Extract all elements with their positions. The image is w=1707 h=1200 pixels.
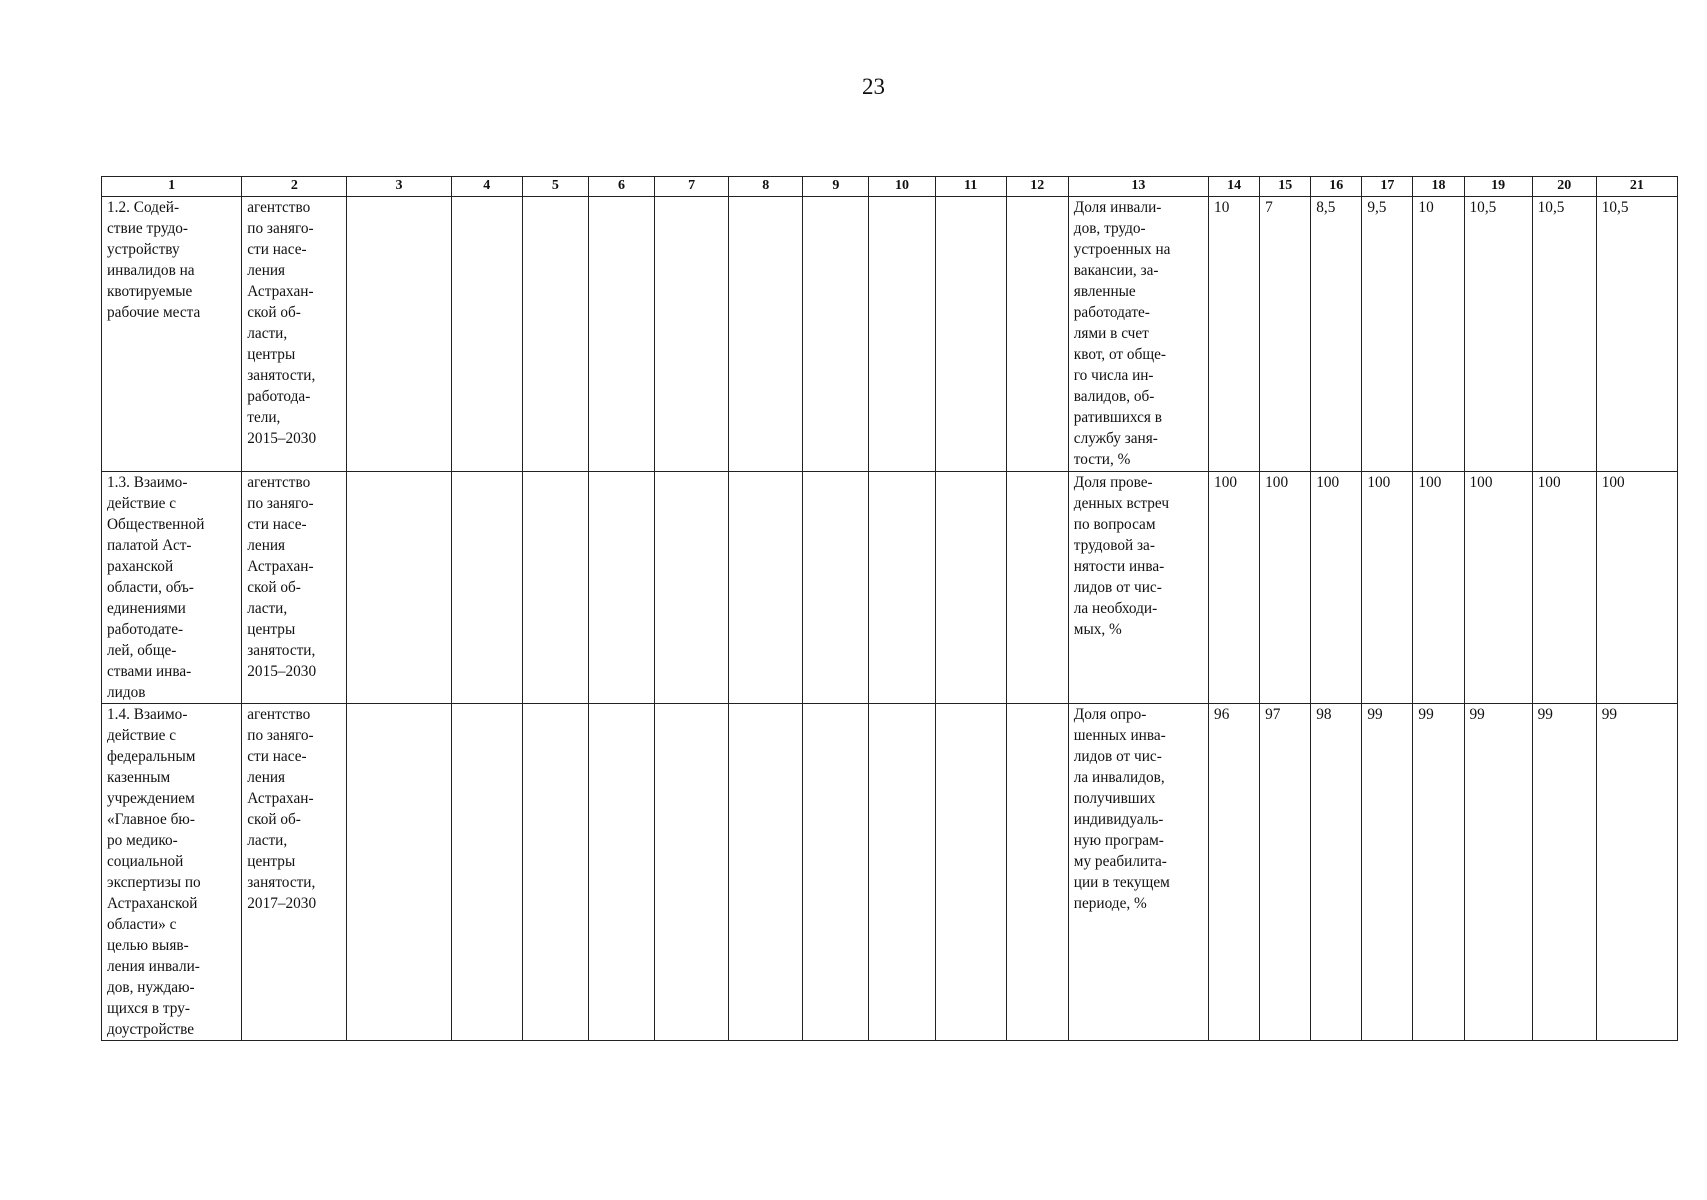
value-cell: 99	[1596, 704, 1677, 1041]
value-cell: 100	[1596, 472, 1677, 704]
empty-cell	[347, 472, 451, 704]
column-header: 10	[869, 177, 935, 197]
table-row	[102, 197, 1678, 472]
column-header: 21	[1596, 177, 1677, 197]
column-header: 13	[1068, 177, 1208, 197]
column-header: 18	[1413, 177, 1464, 197]
column-header: 1	[102, 177, 242, 197]
empty-cell	[522, 472, 588, 704]
value-cell: 100	[1260, 472, 1311, 704]
value-cell: 100	[1532, 472, 1596, 704]
executor-cell: агентство по заняго- сти насе- ления Астрахан- ской об- ласти, центры занятости, 2015–2030	[242, 472, 347, 704]
executor-cell: агентство по заняго- сти насе- ления Астрахан- ской об- ласти, центры занятости, работода- тели, 2015–2030	[242, 197, 347, 472]
table-row	[102, 472, 1678, 704]
column-header: 17	[1362, 177, 1413, 197]
value-cell: 9,5	[1362, 197, 1413, 472]
value-cell: 100	[1362, 472, 1413, 704]
value-cell: 100	[1209, 472, 1260, 704]
empty-cell	[1006, 197, 1068, 472]
page-number: 23	[862, 74, 885, 99]
value-cell: 8,5	[1311, 197, 1362, 472]
value-cell: 99	[1362, 704, 1413, 1041]
empty-cell	[869, 472, 935, 704]
column-header: 7	[655, 177, 729, 197]
empty-cell	[1006, 704, 1068, 1041]
value-cell: 99	[1532, 704, 1596, 1041]
empty-cell	[655, 197, 729, 472]
empty-cell	[869, 197, 935, 472]
empty-cell	[451, 197, 522, 472]
value-cell: 10,5	[1532, 197, 1596, 472]
column-header: 4	[451, 177, 522, 197]
measure-cell: 1.4. Взаимо- действие с федеральным казенным учреждением «Главное бю- ро медико- социальной экспертизы по Астраханской области» с целью выяв- ления инвали- дов, нуждаю- щихся в тру- доустройстве	[102, 704, 242, 1041]
indicator-cell: Доля опро- шенных инва- лидов от чис- ла инвалидов, получивших индивидуаль- ную програм- му реабилита- ции в текущем периоде, %	[1068, 704, 1208, 1041]
empty-cell	[729, 472, 803, 704]
header-row	[102, 177, 1678, 197]
column-header: 8	[729, 177, 803, 197]
empty-cell	[347, 704, 451, 1041]
column-header: 16	[1311, 177, 1362, 197]
indicator-cell: Доля инвали- дов, трудо- устроенных на вакансии, за- явленные работодате- лями в счет квот, от обще- го числа ин- валидов, об- ратившихся в службу заня- тости, %	[1068, 197, 1208, 472]
value-cell: 10,5	[1464, 197, 1532, 472]
column-header: 14	[1209, 177, 1260, 197]
empty-cell	[869, 704, 935, 1041]
column-header: 20	[1532, 177, 1596, 197]
empty-cell	[347, 197, 451, 472]
empty-cell	[588, 197, 654, 472]
empty-cell	[655, 704, 729, 1041]
column-header: 6	[588, 177, 654, 197]
empty-cell	[655, 472, 729, 704]
empty-cell	[588, 472, 654, 704]
column-header: 2	[242, 177, 347, 197]
value-cell: 99	[1413, 704, 1464, 1041]
indicator-cell: Доля прове- денных встреч по вопросам трудовой за- нятости инва- лидов от чис- ла необходи- мых, %	[1068, 472, 1208, 704]
column-header: 3	[347, 177, 451, 197]
value-cell: 10	[1413, 197, 1464, 472]
table-row	[102, 704, 1678, 1041]
empty-cell	[451, 472, 522, 704]
column-header: 15	[1260, 177, 1311, 197]
value-cell: 100	[1464, 472, 1532, 704]
column-header: 12	[1006, 177, 1068, 197]
empty-cell	[803, 704, 869, 1041]
program-table	[101, 176, 1678, 1041]
empty-cell	[729, 704, 803, 1041]
value-cell: 10,5	[1596, 197, 1677, 472]
empty-cell	[803, 197, 869, 472]
value-cell: 99	[1464, 704, 1532, 1041]
column-header: 5	[522, 177, 588, 197]
measure-cell: 1.2. Содей- ствие трудо- устройству инвалидов на квотируемые рабочие места	[102, 197, 242, 472]
column-header: 11	[935, 177, 1006, 197]
empty-cell	[729, 197, 803, 472]
value-cell: 97	[1260, 704, 1311, 1041]
column-header: 9	[803, 177, 869, 197]
empty-cell	[522, 704, 588, 1041]
empty-cell	[588, 704, 654, 1041]
value-cell: 100	[1413, 472, 1464, 704]
value-cell: 96	[1209, 704, 1260, 1041]
value-cell: 10	[1209, 197, 1260, 472]
empty-cell	[935, 472, 1006, 704]
column-header: 19	[1464, 177, 1532, 197]
value-cell: 98	[1311, 704, 1362, 1041]
empty-cell	[451, 704, 522, 1041]
executor-cell: агентство по заняго- сти насе- ления Астрахан- ской об- ласти, центры занятости, 2017–2030	[242, 704, 347, 1041]
value-cell: 100	[1311, 472, 1362, 704]
empty-cell	[522, 197, 588, 472]
empty-cell	[803, 472, 869, 704]
value-cell: 7	[1260, 197, 1311, 472]
empty-cell	[935, 197, 1006, 472]
empty-cell	[1006, 472, 1068, 704]
empty-cell	[935, 704, 1006, 1041]
measure-cell: 1.3. Взаимо- действие с Общественной палатой Аст- раханской области, объ- единениями работодате- лей, обще- ствами инва- лидов	[102, 472, 242, 704]
